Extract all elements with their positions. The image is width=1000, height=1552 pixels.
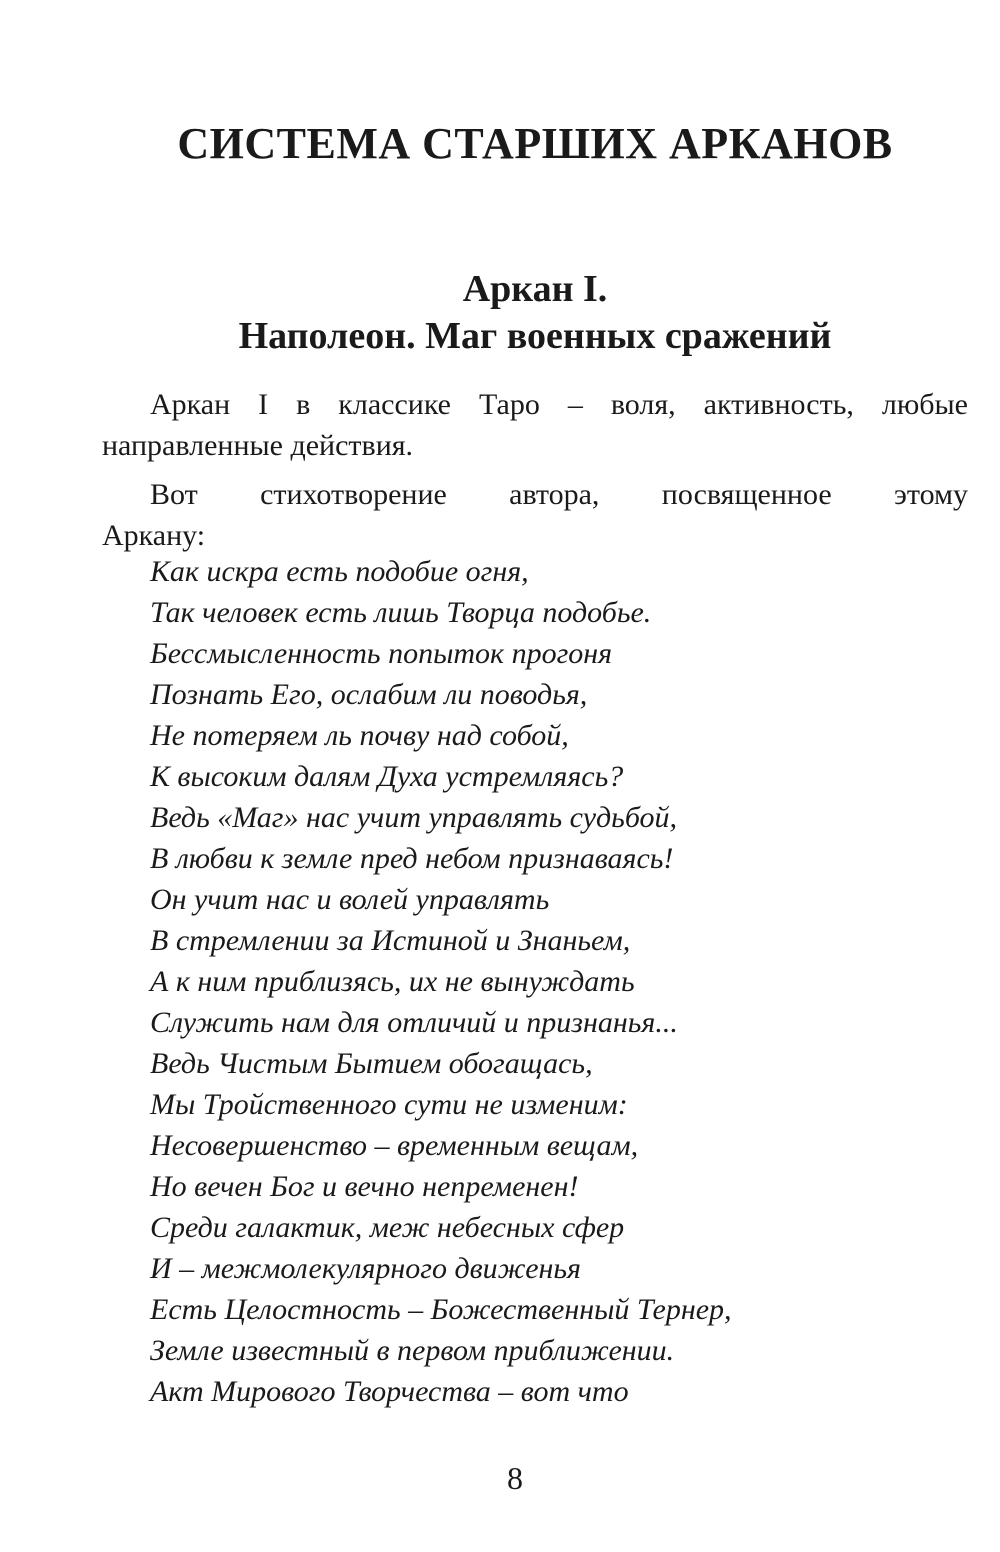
poem-line: Но вечен Бог и вечно непременен!: [150, 1170, 579, 1203]
section-heading-line-1: Аркан I.: [462, 268, 608, 310]
poem-line: Есть Целостность – Божественный Тернер,: [150, 1293, 732, 1326]
poem-line: В любви к земле пред небом признаваясь!: [150, 842, 674, 875]
paragraph-2: [102, 474, 968, 556]
section-heading: [100, 266, 970, 360]
poem-line: Познать Его, ослабим ли поводья,: [150, 678, 588, 711]
page-number: 8: [507, 1460, 523, 1496]
paragraph-1: [102, 384, 968, 466]
section-heading-line-2: Наполеон. Маг военных сражений: [238, 315, 832, 357]
poem-line: Как искра есть подобие огня,: [150, 555, 529, 588]
poem: [150, 551, 970, 1412]
poem-line: К высоким далям Духа устремляясь?: [150, 760, 624, 793]
poem-line: Ведь Чистым Бытием обогащась,: [150, 1047, 593, 1080]
paragraph-1-line-1: Аркан I в классике Таро – воля, активность, любые: [150, 388, 968, 421]
poem-line: Мы Тройственного сути не изменим:: [150, 1088, 628, 1121]
chapter-title: СИСТЕМА СТАРШИХ АРКАНОВ: [177, 119, 893, 168]
poem-line: Ведь «Маг» нас учит управлять судьбой,: [150, 801, 678, 834]
poem-line: Бессмысленность попыток прогоня: [150, 637, 613, 670]
poem-line: Земле известный в первом приближении.: [150, 1334, 675, 1367]
poem-line: Служить нам для отличий и признанья...: [150, 1006, 678, 1039]
poem-line: Акт Мирового Творчества – вот что: [150, 1375, 629, 1408]
poem-line: Несовершенство – временным вещам,: [150, 1129, 639, 1162]
poem-line: Он учит нас и волей управлять: [150, 883, 550, 916]
poem-line: Среди галактик, меж небесных сфер: [150, 1211, 625, 1244]
poem-line: В стремлении за Истиной и Знаньем,: [150, 924, 631, 957]
paragraph-2-line-1: Вот стихотворение автора, посвященное этому: [150, 478, 968, 511]
poem-line: И – межмолекулярного движенья: [150, 1252, 581, 1285]
poem-line: Не потеряем ль почву над собой,: [150, 719, 569, 752]
body-text: [102, 384, 968, 564]
poem-line: Так человек есть лишь Творца подобье.: [150, 596, 652, 629]
paragraph-2-rest: Аркану:: [102, 519, 206, 552]
paragraph-1-rest: направленные действия.: [102, 429, 414, 462]
poem-line: А к ним приблизясь, их не вынуждать: [150, 965, 635, 998]
